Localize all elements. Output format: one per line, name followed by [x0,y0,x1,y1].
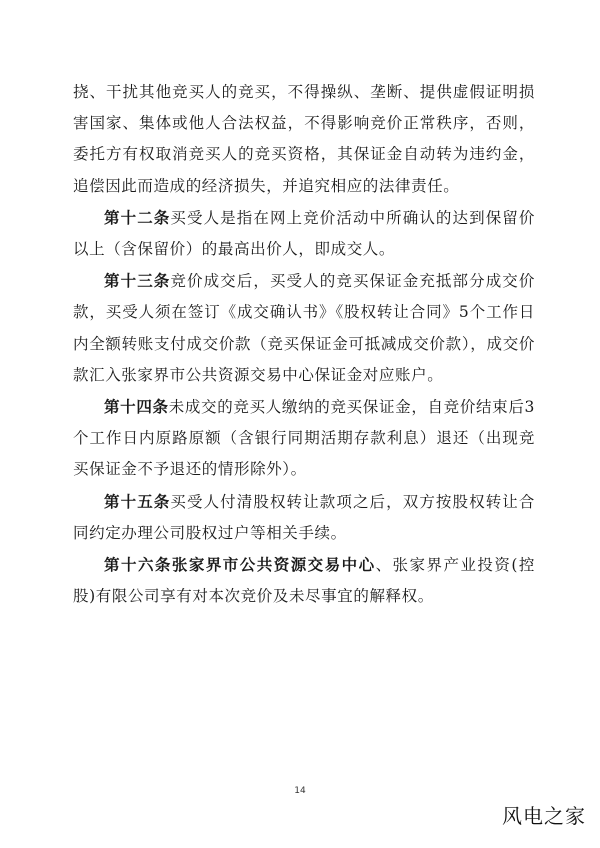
article-12 [73,202,535,265]
watermark-text: 风电之家 [502,804,586,828]
article-text: 竞价成交后，买受人的竞买保证金充抵部分成交价款，买受人须在签订《成交确认书》《股权转让合同》5个工作日内全额转账支付成交价款（竞买保证金可抵减成交价款），成交价款汇入张家界市公共资源交易中心保证金对应账户。 [73,272,536,384]
article-15 [73,486,535,549]
article-heading: 第十三条 [104,271,171,291]
article-heading: 第十二条 [104,207,171,227]
article-text: 未成交的竞买人缴纳的竞买保证金，自竞价结束后3个工作日内原路原额（含银行同期活期存款利息）退还（出现竞买保证金不予退还的情形除外）。 [73,398,535,479]
article-text: 、张家界产业投资(控股)有限公司享有对本次竞价及未尽事宜的解释权。 [73,556,535,606]
article-heading: 第十六条张家界市公共资源交易中心 [104,555,376,575]
article-text: 买受人是指在网上竞价活动中所确认的达到保留价以上（含保留价）的最高出价人，即成交人。 [73,208,536,259]
article-heading: 第十四条 [104,397,169,417]
article-heading: 第十五条 [104,491,171,511]
document-body [73,77,535,612]
article-13 [73,265,535,391]
article-14 [73,391,535,486]
article-text: 买受人付清股权转让款项之后，双方按股权转让合同约定办理公司股权过户等相关手续。 [73,492,536,542]
page-number: 14 [294,786,306,796]
paragraph-continuation [73,77,535,202]
article-16 [73,549,535,612]
paragraph-text: 挠、干扰其他竞买人的竞买，不得操纵、垄断、提供虚假证明损害国家、集体或他人合法权益，不得影响竞价正常秩序，否则，委托方有权取消竞买人的竞买资格，其保证金自动转为违约金，追偿因此而造成的经济损失，并追究相应的法律责任。 [73,83,535,195]
